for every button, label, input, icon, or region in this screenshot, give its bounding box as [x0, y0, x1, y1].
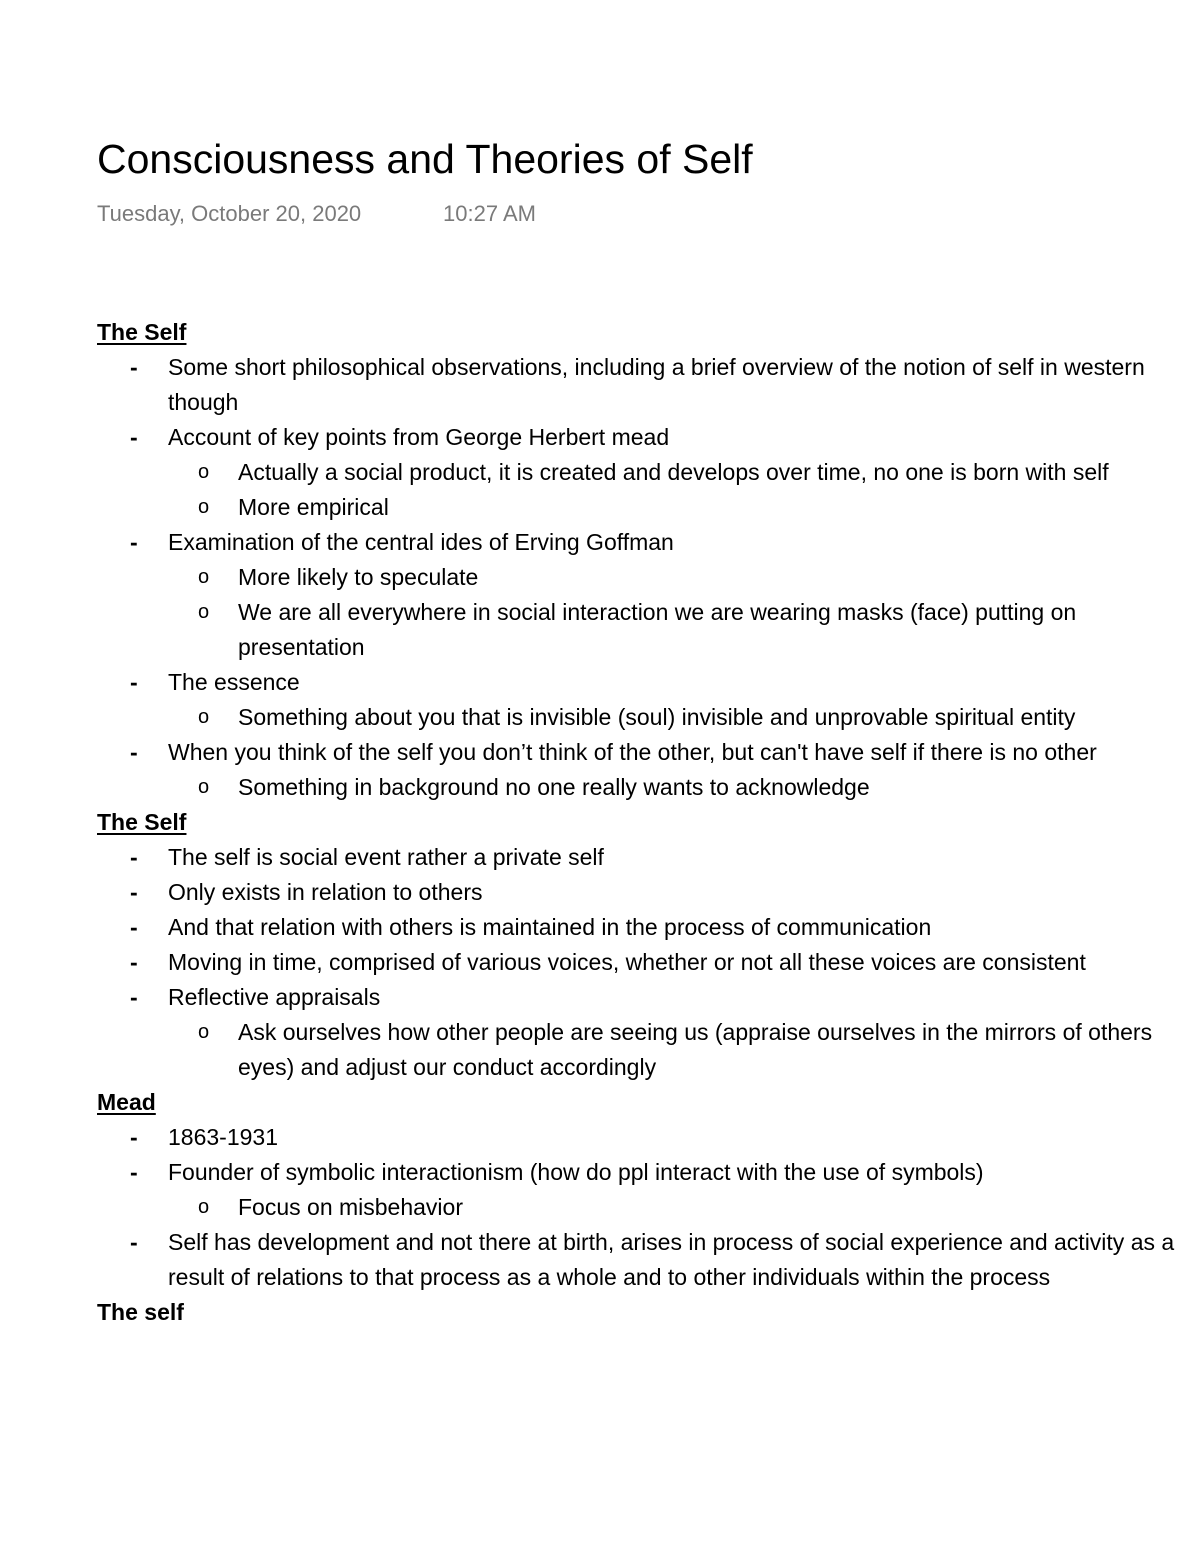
dash-bullet: - — [130, 949, 138, 975]
dash-bullet: - — [130, 914, 138, 940]
dash-bullet: - — [130, 529, 138, 555]
bullet-item — [97, 945, 1200, 980]
sub-bullet-item — [97, 1190, 1200, 1225]
circle-bullet: o — [198, 601, 210, 623]
bullet-item — [97, 1120, 1200, 1155]
sub-bullet-text: Ask ourselves how other people are seeing us (appraise ourselves in the mirrors of others eyes) and adjust our conduct accordingly — [238, 1019, 1153, 1080]
circle-bullet: o — [198, 706, 210, 728]
bullet-item — [97, 350, 1200, 420]
note-content — [97, 315, 1200, 1330]
bullet-text: And that relation with others is maintained in the process of communication — [168, 914, 932, 940]
sub-bullet-text: Something in background no one really wants to acknowledge — [238, 774, 870, 800]
bullet-text: Reflective appraisals — [168, 984, 381, 1010]
dash-bullet: - — [130, 879, 138, 905]
sub-bullet-item — [97, 1015, 1200, 1085]
dash-bullet: - — [130, 739, 138, 765]
sub-bullet-text: Actually a social product, it is created and develops over time, no one is born with self — [238, 459, 1109, 485]
bullet-text: Some short philosophical observations, including a brief overview of the notion of self in western though — [168, 354, 1145, 415]
circle-bullet: o — [198, 776, 210, 798]
dash-bullet: - — [130, 844, 138, 870]
note-date: Tuesday, October 20, 2020 — [97, 201, 362, 226]
sub-bullet-item — [97, 770, 1200, 805]
dash-bullet: - — [130, 669, 138, 695]
dash-bullet: - — [130, 984, 138, 1010]
circle-bullet: o — [198, 496, 210, 518]
circle-bullet: o — [198, 566, 210, 588]
bullet-text: Only exists in relation to others — [168, 879, 483, 905]
bullet-item — [97, 525, 1200, 560]
circle-bullet: o — [198, 461, 210, 483]
bullet-text: Examination of the central ides of Erving Goffman — [168, 529, 674, 555]
sub-bullet-text: More empirical — [238, 494, 389, 520]
bullet-text: The self is social event rather a private self — [168, 844, 604, 870]
page-title: Consciousness and Theories of Self — [97, 136, 753, 182]
sub-bullet-item — [97, 700, 1200, 735]
dash-bullet: - — [130, 354, 138, 380]
circle-bullet: o — [198, 1021, 210, 1043]
sub-bullet-item — [97, 595, 1200, 665]
bullet-text: Account of key points from George Herbert mead — [168, 424, 670, 450]
dash-bullet: - — [130, 1124, 138, 1150]
sub-bullet-item — [97, 455, 1200, 490]
bullet-text: When you think of the self you don’t think of the other, but can't have self if there is no other — [168, 739, 1097, 765]
dash-bullet: - — [130, 424, 138, 450]
sub-bullet-text: Focus on misbehavior — [238, 1194, 463, 1220]
bullet-item — [97, 980, 1200, 1015]
bullet-text: Self has development and not there at birth, arises in process of social experience and activity as a result of relations to that process as a whole and to other individuals within the process — [168, 1229, 1175, 1290]
bullet-item — [97, 840, 1200, 875]
bullet-text: 1863-1931 — [168, 1124, 278, 1150]
bullet-item — [97, 420, 1200, 455]
sub-bullet-text: More likely to speculate — [238, 564, 479, 590]
sub-bullet-text: We are all everywhere in social interaction we are wearing masks (face) putting on presentation — [238, 599, 1077, 660]
section-heading: Mead — [97, 1089, 156, 1115]
circle-bullet: o — [198, 1196, 210, 1218]
bullet-text: Founder of symbolic interactionism (how do ppl interact with the use of symbols) — [168, 1159, 984, 1185]
note-time: 10:27 AM — [443, 201, 536, 226]
bullet-text: The essence — [168, 669, 300, 695]
sub-bullet-item — [97, 490, 1200, 525]
bullet-item — [97, 910, 1200, 945]
bullet-item — [97, 735, 1200, 770]
sub-bullet-item — [97, 560, 1200, 595]
sub-bullet-text: Something about you that is invisible (soul) invisible and unprovable spiritual entity — [238, 704, 1076, 730]
bullet-item — [97, 665, 1200, 700]
section-heading: The self — [97, 1299, 184, 1325]
bullet-item — [97, 875, 1200, 910]
section-heading: The Self — [97, 319, 187, 345]
dash-bullet: - — [130, 1159, 138, 1185]
bullet-item — [97, 1155, 1200, 1190]
section-heading: The Self — [97, 809, 187, 835]
bullet-item — [97, 1225, 1200, 1295]
dash-bullet: - — [130, 1229, 138, 1255]
bullet-text: Moving in time, comprised of various voices, whether or not all these voices are consistent — [168, 949, 1086, 975]
